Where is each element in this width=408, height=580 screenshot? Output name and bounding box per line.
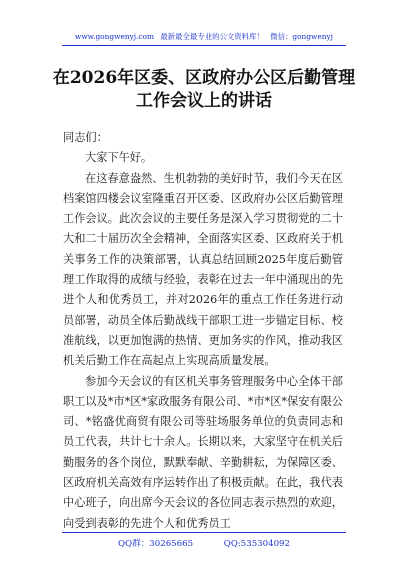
header-divider <box>62 45 346 46</box>
footer-divider <box>62 532 346 533</box>
paragraph: 大家下午好。 <box>85 151 153 165</box>
document-title-line-2: 工作会议上的讲话 <box>136 91 272 111</box>
paragraph: 在这春意盎然、生机勃勃的美好时节，我们今天在区档案馆四楼会议室隆重召开区委、区政府办公区后勤管理工作会议。此次会议的主要任务是深入学习贯彻党的二十大和二十届历次全会精神，全面落实区委、区政府关于机关事务工作的决策部署，认真总结回顾2025年度后勤管理工作取得的成绩与经验，表彰在过去一年中涌现出的先进个人和优秀员工，并对2026年的重点工作任务进行动员部署，动员全体后勤战线干部职工进一步锚定目标、校准航线，以更加饱满的热情、更加务实的作风，推动我区机关后勤工作在高起点上实现高质量发展。 <box>63 171 343 368</box>
page-footer <box>0 537 408 549</box>
qq-group: QQ群：30265665 <box>118 539 194 549</box>
document-body <box>63 128 343 534</box>
document-title-line-1: 在2026年区委、区政府办公区后勤管理 <box>52 68 356 88</box>
wechat-id: 微信：gongwenyj <box>270 32 333 41</box>
paragraph: 参加今天会议的有区机关事务管理服务中心全体干部职工以及*市*区*家政服务有限公司、*市*区*保安有限公司、*铭盛优商贸有限公司等驻场服务单位的负责同志和员工代表，共计七十余人。长期以来，大家坚守在机关后勤服务的各个岗位，默默奉献、辛勤耕耘，为保障区委、区政府机关高效有序运转作出了积极贡献。在此，我代表中心班子，向出席今天会议的各位同志表示热烈的欢迎，向受到表彰的先进个人和优秀员工 <box>63 374 343 530</box>
page-header <box>0 31 408 42</box>
salutation: 同志们： <box>63 131 108 144</box>
header-tagline: 最新最全最专业的公文资料库！ <box>160 32 264 41</box>
qq-contact: QQ:535304092 <box>223 539 290 549</box>
site-url-link[interactable]: www.gongwenyj.com <box>75 32 154 41</box>
